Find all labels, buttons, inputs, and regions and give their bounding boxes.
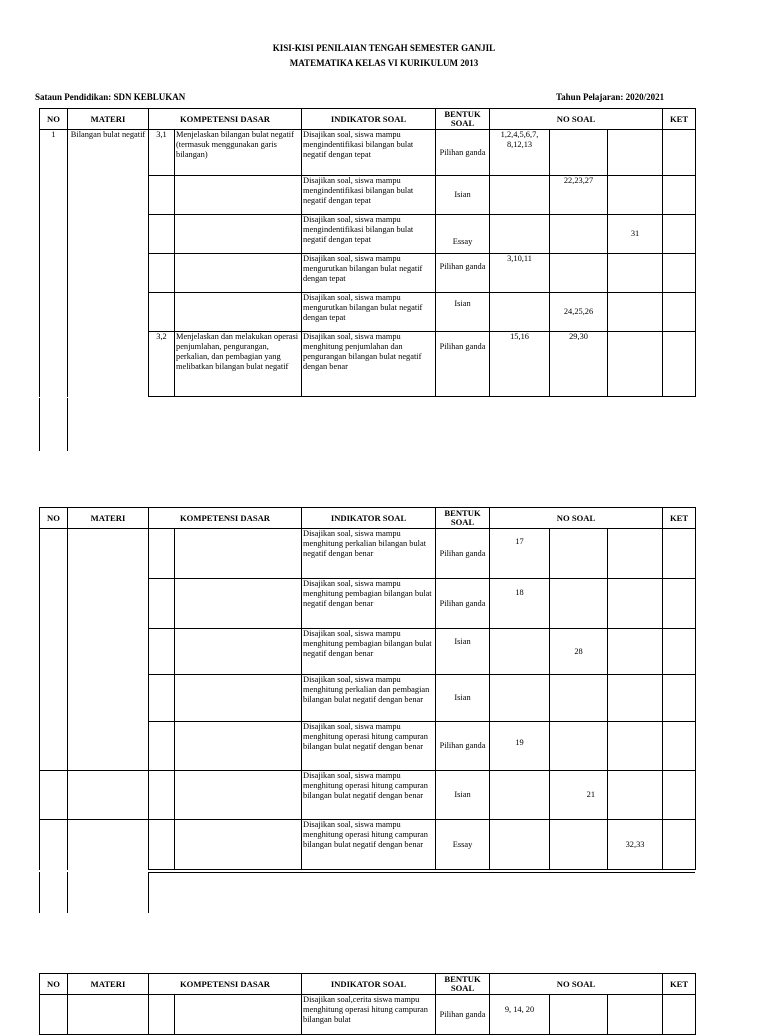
- kd-text: [175, 820, 302, 870]
- bentuk-soal: Isian: [436, 293, 490, 332]
- no-soal-1: [490, 215, 550, 254]
- row-materi: [68, 820, 149, 870]
- bentuk-soal: Pilihan ganda: [436, 995, 490, 1035]
- col-header-indikator: INDIKATOR SOAL: [302, 508, 436, 529]
- bentuk-soal: Pilihan ganda: [436, 130, 490, 176]
- table-row: [40, 130, 696, 176]
- indikator-text: Disajikan soal, siswa mampu mengindentifikasi bilangan bulat negatif dengan tepat: [302, 215, 436, 254]
- no-soal-3: [608, 529, 663, 579]
- col-header-materi: MATERI: [68, 508, 149, 529]
- no-soal-2: 28: [550, 629, 608, 675]
- col-header-no: NO: [40, 974, 68, 995]
- kd-text: [175, 629, 302, 675]
- tahun-pelajaran: Tahun Pelajaran: 2020/2021: [556, 92, 665, 102]
- table-header-row: [40, 508, 696, 529]
- indikator-text: Disajikan soal, siswa mampu menghitung penjumlahan dan pengurangan bilangan bulat negatif dengan benar: [302, 332, 436, 397]
- col-header-ket: KET: [663, 508, 696, 529]
- no-soal-3: [608, 629, 663, 675]
- indikator-text: Disajikan soal, siswa mampu mengindentifikasi bilangan bulat negatif dengan tepat: [302, 130, 436, 176]
- ket-cell: [663, 579, 696, 629]
- col-header-no-soal: NO SOAL: [490, 974, 663, 995]
- indikator-text: Disajikan soal, siswa mampu menghitung pembagian bilangan bulat negatif dengan benar: [302, 579, 436, 629]
- kd-text: Menjelaskan dan melakukan operasi penjumlahan, pengurangan, perkalian, dan pembagian yang melibatkan bilangan bulat negatif: [175, 332, 302, 397]
- ket-cell: [663, 820, 696, 870]
- no-soal-1: [490, 675, 550, 722]
- kd-number: [149, 215, 175, 254]
- col-header-no-soal: NO SOAL: [490, 109, 663, 130]
- kd-number: 3,2: [149, 332, 175, 397]
- kd-number: [149, 820, 175, 870]
- no-soal-3: [608, 332, 663, 397]
- ket-cell: [663, 254, 696, 293]
- no-soal-3: 31: [608, 215, 663, 254]
- document-subtitle: MATEMATIKA KELAS VI KURIKULUM 2013: [289, 58, 479, 68]
- kd-number: 3,1: [149, 130, 175, 176]
- col-header-ket: KET: [663, 109, 696, 130]
- col-header-ket: KET: [663, 974, 696, 995]
- kd-text: Menjelaskan bilangan bulat negatif (termasuk menggunakan garis bilangan): [175, 130, 302, 176]
- indikator-text: Disajikan soal, siswa mampu menghitung operasi hitung campuran bilangan bulat negatif dengan benar: [302, 722, 436, 771]
- kd-number: [149, 771, 175, 820]
- ket-cell: [663, 771, 696, 820]
- row-no: [40, 771, 68, 820]
- no-soal-2: [550, 529, 608, 579]
- bentuk-soal: Pilihan ganda: [436, 722, 490, 771]
- row-materi: [68, 529, 149, 771]
- table-border-line: [148, 872, 149, 913]
- table-row: [40, 529, 696, 579]
- ket-cell: [663, 176, 696, 215]
- no-soal-2: [550, 675, 608, 722]
- no-soal-3: [608, 293, 663, 332]
- indikator-text: Disajikan soal, siswa mampu mengurutkan bilangan bulat negatif dengan tepat: [302, 254, 436, 293]
- no-soal-2: 21: [550, 771, 608, 820]
- row-no: 1: [40, 130, 68, 397]
- no-soal-3: [608, 722, 663, 771]
- ket-cell: [663, 995, 696, 1035]
- row-materi: [68, 771, 149, 820]
- row-no: [40, 820, 68, 870]
- kd-text: [175, 254, 302, 293]
- kd-text: [175, 293, 302, 332]
- no-soal-2: [550, 254, 608, 293]
- no-soal-3: [608, 176, 663, 215]
- no-soal-3: [608, 675, 663, 722]
- no-soal-1: 19: [490, 722, 550, 771]
- kisi-kisi-table-3: [39, 973, 696, 1035]
- no-soal-3: [608, 771, 663, 820]
- ket-cell: [663, 529, 696, 579]
- no-soal-3: 32,33: [608, 820, 663, 870]
- kd-number: [149, 579, 175, 629]
- bentuk-soal: Pilihan ganda: [436, 579, 490, 629]
- ket-cell: [663, 722, 696, 771]
- kisi-kisi-table-1: [39, 108, 696, 397]
- kd-number: [149, 995, 175, 1035]
- bentuk-soal: Isian: [436, 771, 490, 820]
- no-soal-1: 9, 14, 20: [490, 995, 550, 1035]
- no-soal-1: 18: [490, 579, 550, 629]
- table-border-line: [67, 872, 68, 913]
- kd-number: [149, 675, 175, 722]
- ket-cell: [663, 629, 696, 675]
- col-header-indikator: INDIKATOR SOAL: [302, 974, 436, 995]
- kd-text: [175, 771, 302, 820]
- no-soal-1: [490, 820, 550, 870]
- no-soal-2: [550, 820, 608, 870]
- kd-number: [149, 254, 175, 293]
- table-border-line: [67, 398, 68, 451]
- kd-text: [175, 176, 302, 215]
- bentuk-soal: Isian: [436, 675, 490, 722]
- no-soal-2: 22,23,27: [550, 176, 608, 215]
- kd-text: [175, 995, 302, 1035]
- no-soal-1: 17: [490, 529, 550, 579]
- kd-number: [149, 722, 175, 771]
- col-header-no-soal: NO SOAL: [490, 508, 663, 529]
- no-soal-1: 15,16: [490, 332, 550, 397]
- table-header-row: [40, 974, 696, 995]
- no-soal-1: [490, 293, 550, 332]
- ket-cell: [663, 675, 696, 722]
- indikator-text: Disajikan soal, siswa mampu menghitung perkalian dan pembagian bilangan bulat negatif dengan benar: [302, 675, 436, 722]
- col-header-kompetensi: KOMPETENSI DASAR: [149, 974, 302, 995]
- table-header-row: [40, 109, 696, 130]
- kd-text: [175, 215, 302, 254]
- ket-cell: [663, 293, 696, 332]
- indikator-text: Disajikan soal, siswa mampu menghitung operasi hitung campuran bilangan bulat negatif dengan benar: [302, 820, 436, 870]
- bentuk-soal: Essay: [436, 215, 490, 254]
- kd-number: [149, 293, 175, 332]
- table-row: [40, 771, 696, 820]
- table-row: [40, 820, 696, 870]
- row-no: [40, 529, 68, 771]
- indikator-text: Disajikan soal, siswa mampu menghitung operasi hitung campuran bilangan bulat negatif dengan benar: [302, 771, 436, 820]
- table-border-line: [148, 872, 695, 873]
- kd-text: [175, 675, 302, 722]
- ket-cell: [663, 332, 696, 397]
- row-materi: Bilangan bulat negatif: [68, 130, 149, 397]
- no-soal-2: [550, 722, 608, 771]
- kd-number: [149, 629, 175, 675]
- no-soal-1: [490, 176, 550, 215]
- table-border-line: [39, 398, 40, 451]
- bentuk-soal: Isian: [436, 629, 490, 675]
- indikator-text: Disajikan soal, siswa mampu menghitung pembagian bilangan bulat negatif dengan benar: [302, 629, 436, 675]
- no-soal-2: [550, 995, 608, 1035]
- col-header-kompetensi: KOMPETENSI DASAR: [149, 508, 302, 529]
- col-header-materi: MATERI: [68, 109, 149, 130]
- table-row: [40, 995, 696, 1035]
- col-header-no: NO: [40, 508, 68, 529]
- bentuk-soal: Isian: [436, 176, 490, 215]
- kd-text: [175, 529, 302, 579]
- kd-text: [175, 722, 302, 771]
- indikator-text: Disajikan soal, siswa mampu mengurutkan bilangan bulat negatif dengan tepat: [302, 293, 436, 332]
- row-no: [40, 995, 68, 1035]
- col-header-kompetensi: KOMPETENSI DASAR: [149, 109, 302, 130]
- col-header-materi: MATERI: [68, 974, 149, 995]
- kd-number: [149, 176, 175, 215]
- no-soal-1: 1,2,4,5,6,7, 8,12,13: [490, 130, 550, 176]
- no-soal-2: [550, 130, 608, 176]
- no-soal-2: [550, 579, 608, 629]
- no-soal-3: [608, 579, 663, 629]
- kisi-kisi-table-2: [39, 507, 696, 870]
- col-header-bentuk: BENTUK SOAL: [436, 109, 490, 130]
- no-soal-1: [490, 629, 550, 675]
- table-border-line: [39, 872, 40, 913]
- kd-text: [175, 579, 302, 629]
- no-soal-3: [608, 254, 663, 293]
- indikator-text: Disajikan soal,cerita siswa mampu menghitung operasi hitung campuran bilangan bulat: [302, 995, 436, 1035]
- bentuk-soal: Essay: [436, 820, 490, 870]
- no-soal-3: [608, 995, 663, 1035]
- no-soal-1: 3,10,11: [490, 254, 550, 293]
- indikator-text: Disajikan soal, siswa mampu mengindentifikasi bilangan bulat negatif dengan tepat: [302, 176, 436, 215]
- no-soal-2: 24,25,26: [550, 293, 608, 332]
- bentuk-soal: Pilihan ganda: [436, 529, 490, 579]
- col-header-no: NO: [40, 109, 68, 130]
- no-soal-2: [550, 215, 608, 254]
- row-materi: [68, 995, 149, 1035]
- col-header-indikator: INDIKATOR SOAL: [302, 109, 436, 130]
- document-title: KISI-KISI PENILAIAN TENGAH SEMESTER GANJIL: [272, 43, 496, 53]
- no-soal-1: [490, 771, 550, 820]
- indikator-text: Disajikan soal, siswa mampu menghitung perkalian bilangan bulat negatif dengan benar: [302, 529, 436, 579]
- no-soal-3: [608, 130, 663, 176]
- ket-cell: [663, 215, 696, 254]
- col-header-bentuk: BENTUK SOAL: [436, 508, 490, 529]
- col-header-bentuk: BENTUK SOAL: [436, 974, 490, 995]
- satuan-pendidikan: Sataun Pendidikan: SDN KEBLUKAN: [35, 92, 186, 102]
- bentuk-soal: Pilihan ganda: [436, 332, 490, 397]
- no-soal-2: 29,30: [550, 332, 608, 397]
- kd-number: [149, 529, 175, 579]
- bentuk-soal: Pilihan ganda: [436, 254, 490, 293]
- ket-cell: [663, 130, 696, 176]
